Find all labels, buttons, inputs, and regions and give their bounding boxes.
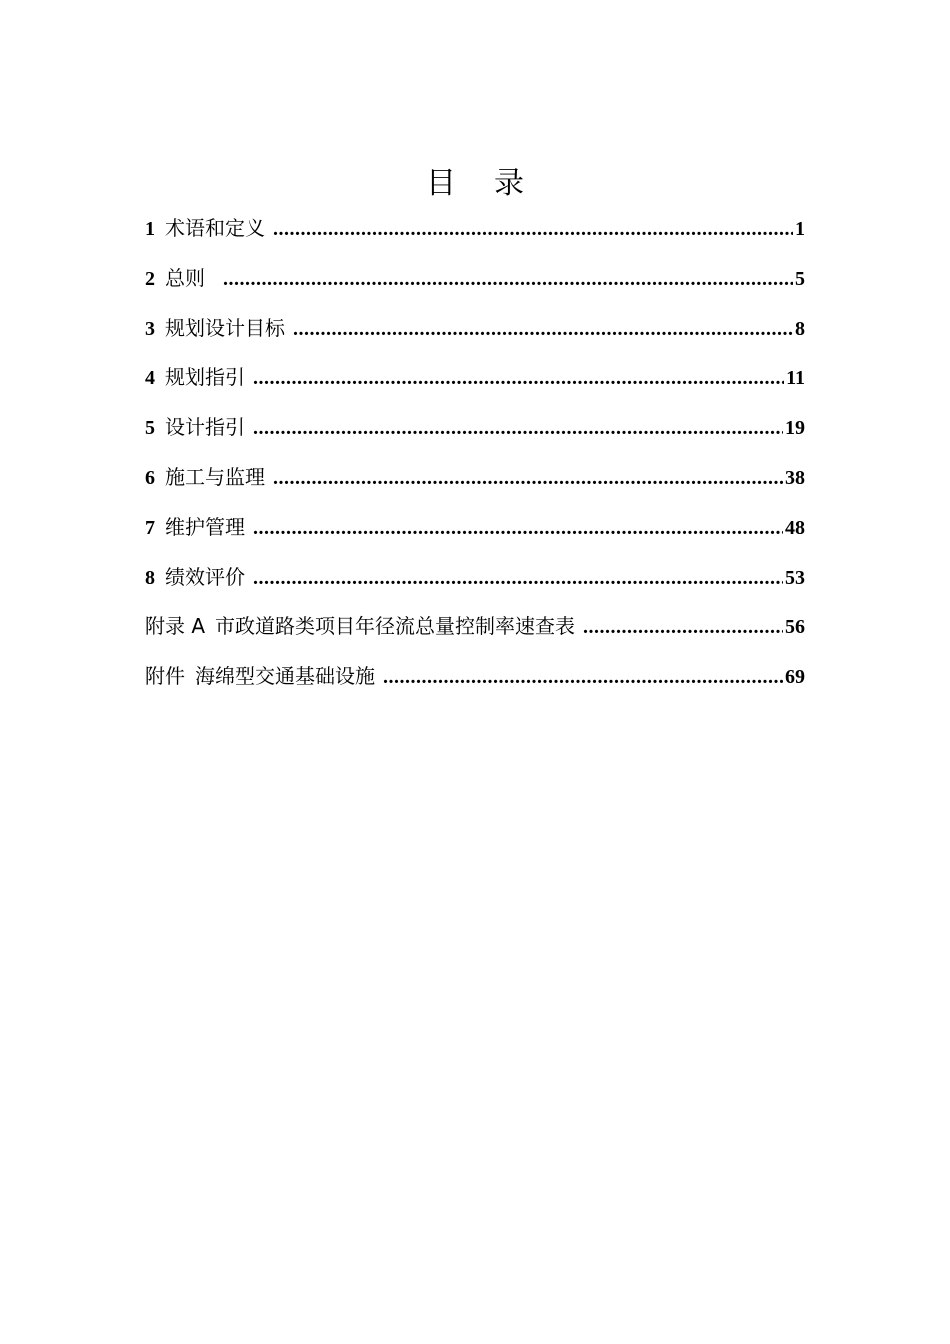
toc-leader-dots [253,360,784,396]
toc-leader-dots [253,410,783,446]
toc-entry-number: 2 [145,267,155,290]
toc-entry-appendix-a[interactable] [145,608,805,658]
toc-entry-number: 5 [145,417,155,440]
toc-entry-attachment[interactable] [145,658,805,708]
toc-entry-1[interactable] [145,210,805,260]
page-title [0,158,950,202]
toc-entry-title: 总则 [165,265,205,290]
toc-entry-page: 69 [785,666,805,689]
toc-entry-7[interactable] [145,509,805,559]
toc-entry-number: 6 [145,466,155,489]
toc-entry-page: 53 [785,566,805,589]
toc-entry-6[interactable] [145,459,805,509]
toc-leader-dots [253,560,783,596]
toc-entry-8[interactable] [145,559,805,609]
title-char-1: 目 [426,166,456,201]
toc-entry-title: 施工与监理 [165,464,265,489]
toc-leader-dots [583,609,783,645]
toc-entry-page: 56 [785,616,805,639]
toc-entry-page: 8 [795,317,805,340]
toc-entry-page: 1 [795,218,805,240]
toc-entry-number: 8 [145,566,155,589]
toc-entry-page: 38 [785,466,805,489]
toc-leader-dots [253,510,783,546]
toc-entry-page: 48 [785,516,805,539]
title-char-2: 录 [494,166,524,201]
table-of-contents [145,210,805,708]
toc-entry-page: 11 [786,367,805,390]
toc-entry-title: 术语和定义 [165,216,265,240]
toc-entry-title: 规划设计目标 [165,315,285,340]
toc-entry-page: 19 [785,417,805,440]
toc-leader-dots [273,460,783,496]
toc-entry-title: 维护管理 [165,514,245,539]
toc-entry-title: 设计指引 [165,415,245,440]
toc-leader-dots [383,659,783,695]
toc-entry-title: 规划指引 [165,365,245,390]
toc-entry-2[interactable] [145,260,805,310]
toc-entry-title: 市政道路类项目年径流总量控制率速查表 [215,614,576,639]
toc-leader-dots [223,261,793,297]
toc-entry-number: 4 [145,367,155,390]
toc-entry-title: 绩效评价 [165,564,245,589]
toc-leader-dots [293,311,793,347]
toc-entry-4[interactable] [145,359,805,409]
toc-entry-number: 3 [145,317,155,340]
toc-entry-number: 附件 [145,664,185,689]
toc-entry-3[interactable] [145,310,805,360]
toc-leader-dots [273,211,793,247]
toc-entry-5[interactable] [145,409,805,459]
toc-entry-number: 7 [145,516,155,539]
toc-entry-page: 5 [795,267,805,290]
toc-entry-number: 1 [145,218,155,240]
toc-entry-title: 海绵型交通基础设施 [195,664,375,689]
toc-entry-number: 附录 A [145,614,206,639]
